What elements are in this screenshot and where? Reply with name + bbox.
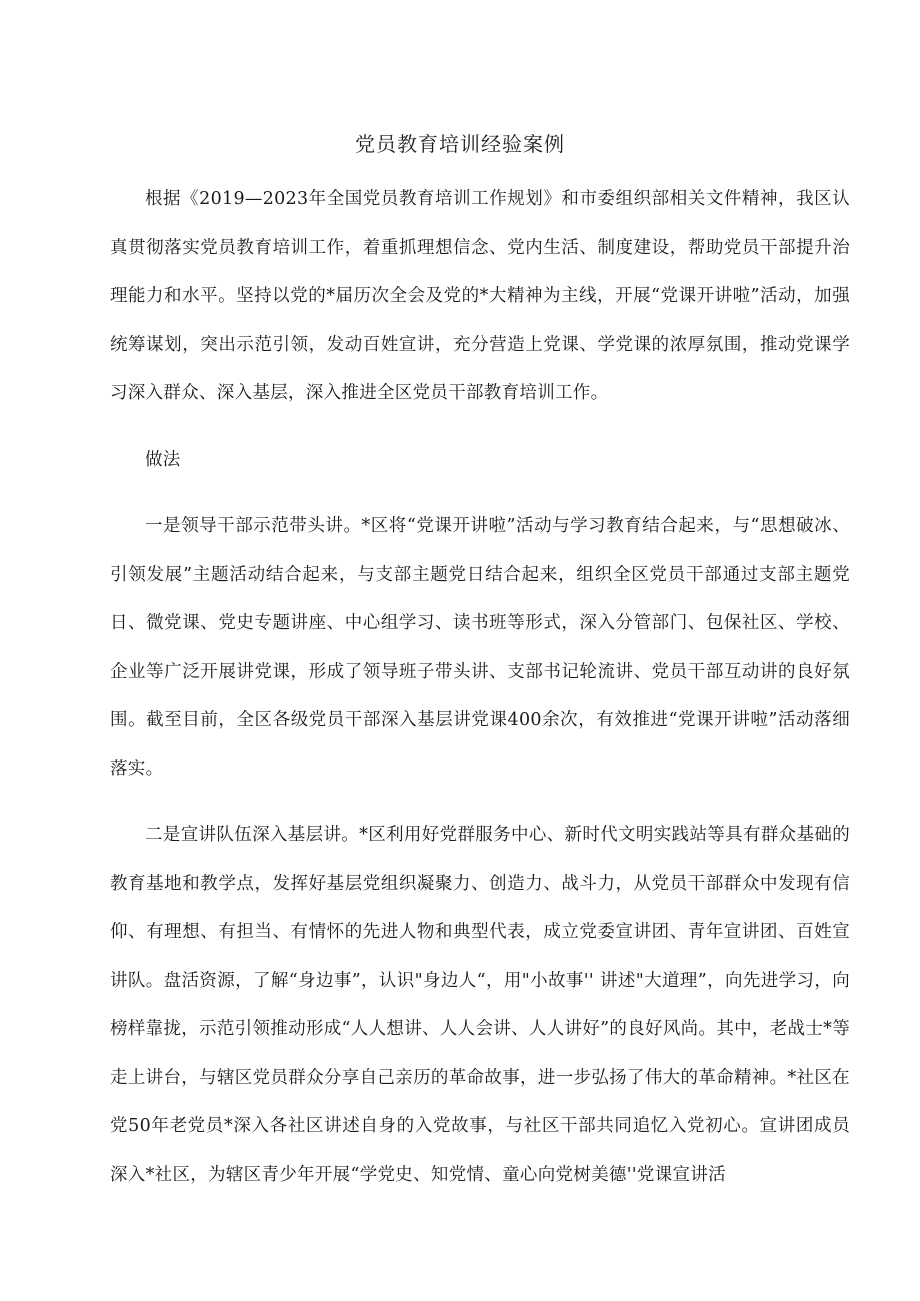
point-one-paragraph: 一是领导干部示范带头讲。*区将“党课开讲啦”活动与学习教育结合起来，与“思想破冰、引领发展”主题活动结合起来，与支部主题党日结合起来，组织全区党员干部通过支部主题党日、微党课、党史专题讲座、中心组学习、读书班等形式，深入分管部门、包保社区、学校、企业等广泛开展讲党课，形成了领导班子带头讲、支部书记轮流讲、党员干部互动讲的良好氛围。截至目前，全区各级党员干部深入基层讲党课400余次，有效推进“党课开讲啦”活动落细落实。 [110,516,850,779]
point-two-paragraph: 二是宣讲队伍深入基层讲。*区利用好党群服务中心、新时代文明实践站等具有群众基础的教育基地和教学点，发挥好基层党组织凝聚力、创造力、战斗力，从党员干部群众中发现有信仰、有理想、有担当、有情怀的先进人物和典型代表，成立党委宣讲团、青年宣讲团、百姓宣讲队。盘活资源，了解“身边事”，认识"身边人“，用"小故事'' 讲述"大道理”，向先进学习，向榜样靠拢，示范引领推动形成“人人想讲、人人会讲、人人讲好”的良好风尚。其中，老战士*等走上讲台，与辖区党员群众分享自己亲历的革命故事，进一步弘扬了伟大的革命精神。*社区在党50年老党员*深入各社区讲述自身的入党故事，与社区干部共同追忆入党初心。宣讲团成员深入*社区，为辖区青少年开展“学党史、知党情、童心向党树美德''党课宣讲活 [110,825,850,1185]
intro-paragraph: 根据《2019—2023年全国党员教育培训工作规划》和市委组织部相关文件精神，我区认真贯彻落实党员教育培训工作，着重抓理想信念、党内生活、制度建设，帮助党员干部提升治理能力和水平。坚持以党的*届历次全会及党的*大精神为主线，开展“党课开讲啦”活动，加强统筹谋划，突出示范引领，发动百姓宣讲，充分营造上党课、学党课的浓厚氛围，推动党课学习深入群众、深入基层，深入推进全区党员干部教育培训工作。 [110,189,850,403]
document-title: 党员教育培训经验案例 [355,132,565,156]
document-body [110,175,850,1199]
spacer [110,418,850,436]
practice-heading: 做法 [145,449,181,470]
spacer [110,484,850,502]
spacer [110,793,850,811]
